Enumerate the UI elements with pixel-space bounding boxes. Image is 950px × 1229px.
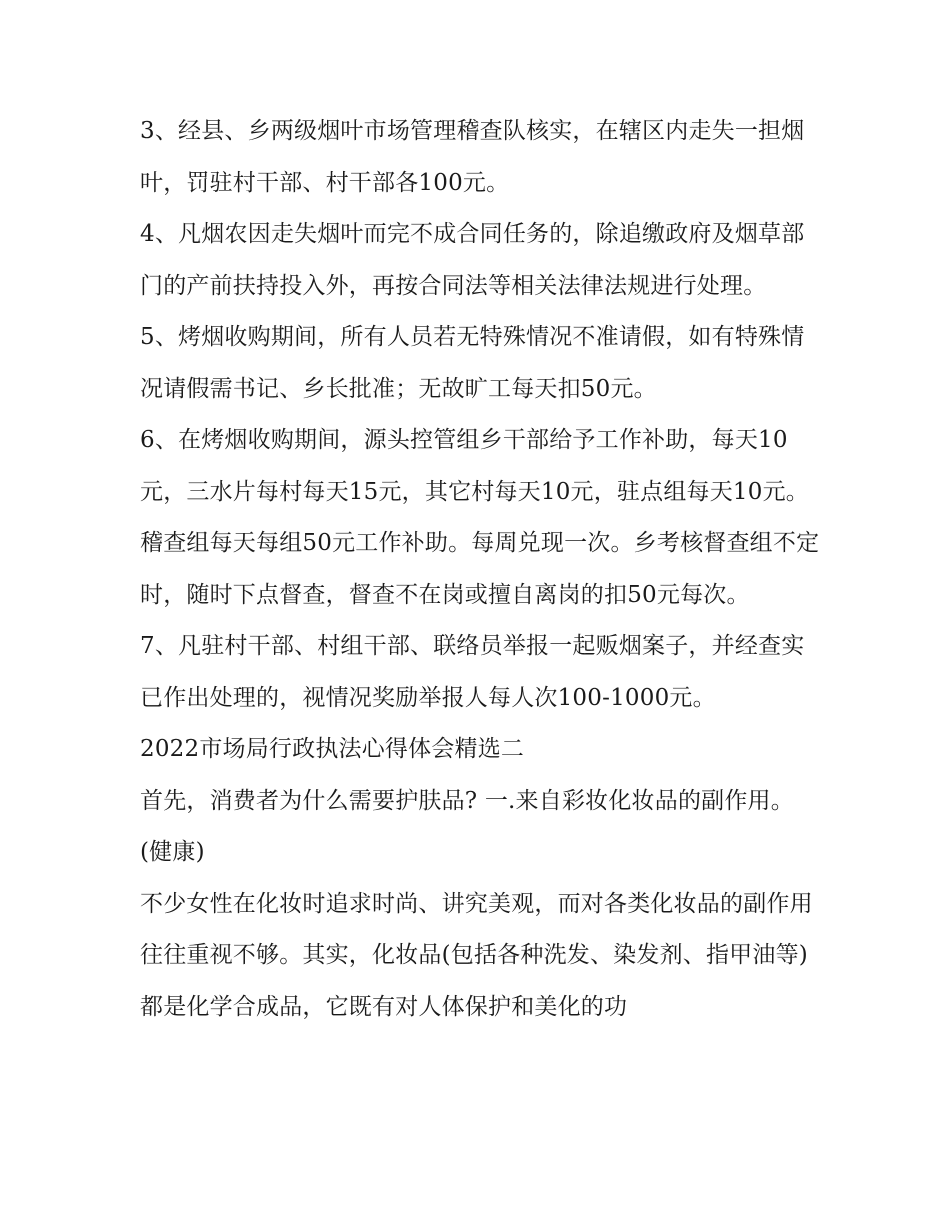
paragraph-item-6: 6、在烤烟收购期间，源头控管组乡干部给予工作补助，每天10元，三水片每村每天15元，其它村每天10元，驻点组每天10元。稽查组每天每组50元工作补助。每周兑现一次。乡考核督查组不定时，随时下点督查，督查不在岗或擅自离岗的扣50元每次。	[140, 427, 820, 608]
paragraph-item-4: 4、凡烟农因走失烟叶而完不成合同任务的，除追缴政府及烟草部门的产前扶持投入外，再按合同法等相关法律法规进行处理。	[140, 221, 805, 299]
paragraph-item-5: 5、烤烟收购期间，所有人员若无特殊情况不准请假，如有特殊情况请假需书记、乡长批准；无故旷工每天扣50元。	[140, 324, 805, 402]
paragraph-item-3: 3、经县、乡两级烟叶市场管理稽查队核实，在辖区内走失一担烟叶，罚驻村干部、村干部各100元。	[140, 118, 805, 196]
section-heading: 2022市场局行政执法心得体会精选二	[140, 736, 525, 762]
paragraph-item-7: 7、凡驻村干部、村组干部、联络员举报一起贩烟案子，并经查实已作出处理的，视情况奖励举报人每人次100-1000元。	[140, 633, 805, 711]
body-paragraph: 不少女性在化妆时追求时尚、讲究美观，而对各类化妆品的副作用往往重视不够。其实，化妆品(包括各种洗发、染发剂、指甲油等)都是化学合成品，它既有对人体保护和美化的功	[140, 890, 813, 1020]
document-body	[140, 106, 820, 1033]
intro-paragraph: 首先，消费者为什么需要护肤品? 一.来自彩妆化妆品的副作用。(健康)	[140, 787, 794, 865]
